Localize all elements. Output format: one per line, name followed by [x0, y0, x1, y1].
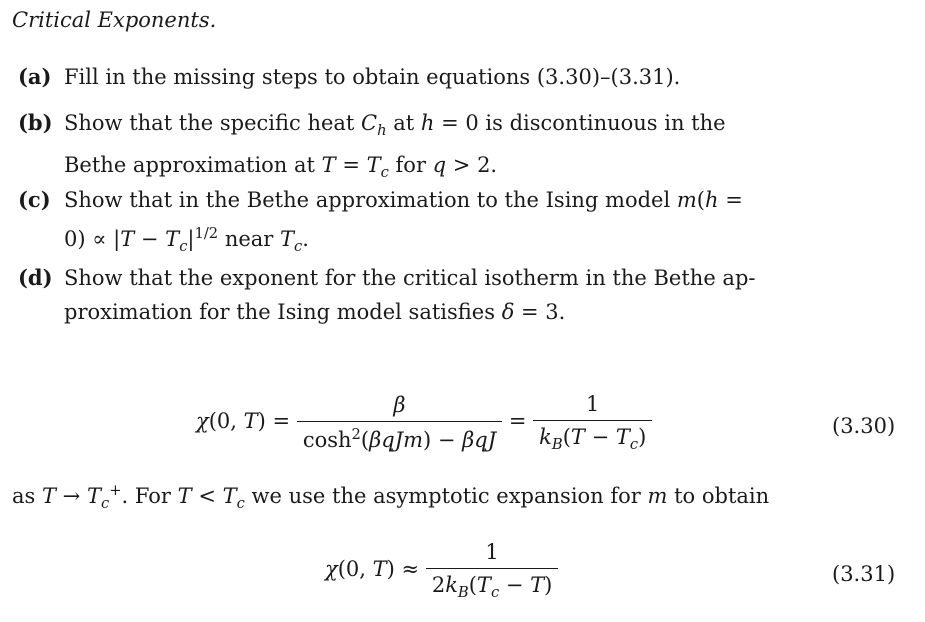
denominator: $2k_B(T_c - T)$: [426, 568, 559, 601]
equation-number: (3.31): [832, 562, 896, 586]
item-text-line-1: Show that in the Bethe approximation to the Ising model m(h =: [64, 188, 743, 212]
item-text-line-1: Show that the specific heat $C_h$ at h = 0 is discontinuous in the: [64, 111, 726, 140]
exercise-item-a: [18, 60, 888, 94]
exercise-item-d: [18, 261, 888, 329]
item-text-line-2: proximation for the Ising model satisfies δ = 3.: [64, 300, 566, 324]
exercise-item-c: [18, 183, 888, 264]
item-label: (c): [18, 187, 51, 212]
denominator: $\cosh^2(\beta qJm) - \beta qJ$: [297, 421, 502, 452]
equation-3-31: [325, 540, 558, 601]
equals-sign: =: [508, 409, 527, 434]
equation-3-30: [196, 392, 652, 453]
denominator: $k_B(T - T_c)$: [533, 420, 652, 453]
numerator: 1: [586, 392, 600, 416]
item-label: (a): [18, 64, 52, 89]
equation-lhs: χ(0, T) =: [196, 409, 291, 434]
numerator: 1: [485, 540, 499, 564]
item-text-line-2: Bethe approximation at $T = T_c$ for q > 2.: [64, 153, 498, 182]
fraction: [426, 540, 559, 601]
numerator: β: [393, 393, 406, 418]
item-label: (b): [18, 110, 53, 135]
equation-lhs: χ(0, T) ≈: [325, 557, 420, 582]
item-text-line-1: Show that the exponent for the critical isotherm in the Bethe ap-: [64, 266, 756, 290]
fraction-1: [297, 393, 502, 452]
section-heading: Critical Exponents.: [12, 8, 217, 32]
body-paragraph: as $T \to T_c^+$. For $T < T_c$ we use the asymptotic expansion for m to obtain: [12, 482, 770, 513]
item-label: (d): [18, 265, 53, 290]
item-text: Fill in the missing steps to obtain equations (3.30)–(3.31).: [64, 65, 681, 89]
exercise-item-b: [18, 106, 888, 190]
fraction-2: [533, 392, 652, 453]
item-text-line-2: $0) \propto |T - T_c|^{1/2}$ near $T_c$.: [64, 225, 309, 256]
equation-number: (3.30): [832, 414, 896, 438]
